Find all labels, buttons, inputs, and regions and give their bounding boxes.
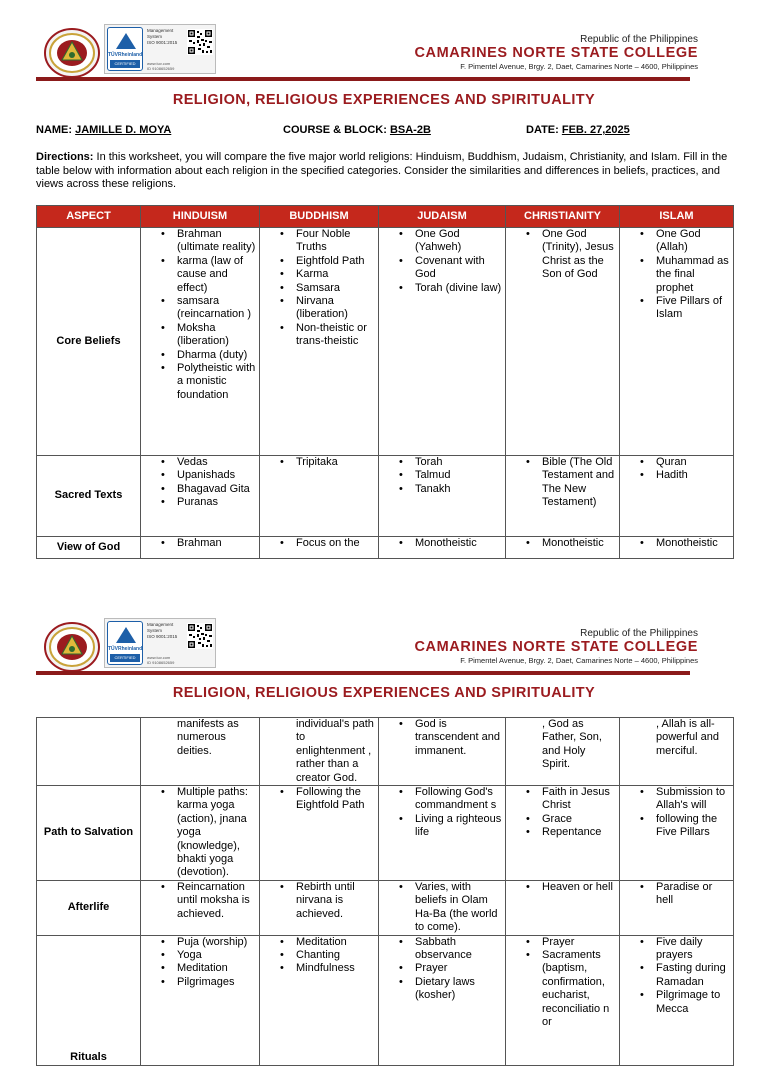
bullet-list	[506, 456, 616, 510]
list-item: • Prayer	[506, 936, 616, 949]
tuv-logo	[107, 27, 143, 71]
management-system-text	[147, 28, 187, 46]
list-item: • Bhagavad Gita	[141, 483, 256, 496]
list-item: • One God (Yahweh)	[379, 228, 502, 255]
college-address: F. Pimentel Avenue, Brgy. 2, Daet, Camarines Norte – 4600, Philippines	[460, 62, 698, 71]
cell-hinduism	[141, 718, 260, 786]
ms-line: System	[147, 628, 163, 633]
header-christianity: CHRISTIANITY	[506, 206, 620, 228]
cell-judaism	[379, 881, 506, 936]
cell-buddhism	[260, 881, 379, 936]
list-item: • Puranas	[141, 496, 256, 509]
ms-line: ISO 9001:2015	[147, 40, 178, 45]
cell-hinduism	[141, 228, 260, 456]
header-buddhism: BUDDHISM	[260, 206, 379, 228]
list-item: • Monotheistic	[506, 537, 616, 550]
bullet-list	[620, 936, 730, 1016]
list-item: • Five daily prayers	[620, 936, 730, 963]
list-item: • Brahman (ultimate reality)	[141, 228, 256, 255]
cell-text: individual's path to enlightenment , rather than a creator God.	[296, 718, 374, 784]
cell-christianity	[506, 456, 620, 537]
college-name: CAMARINES NORTE STATE COLLEGE	[414, 639, 698, 655]
list-item: • One God (Allah)	[620, 228, 730, 255]
tuv-brand: TÜVRheinland	[108, 52, 143, 58]
bullet-list	[379, 786, 502, 840]
bullet-list	[506, 936, 616, 1030]
tuv-certified: CERTIFIED	[110, 60, 140, 68]
list-item: • Samsara	[260, 282, 375, 295]
table-row	[37, 718, 734, 786]
bullet-list	[379, 537, 502, 550]
list-item: • Puja (worship)	[141, 936, 256, 949]
list-item: • Sabbath observance	[379, 936, 502, 963]
list-item: • Five Pillars of Islam	[620, 295, 730, 322]
bullet-list	[620, 537, 730, 550]
tuv-brand: TÜVRheinland	[108, 646, 143, 652]
bullet-list	[506, 786, 616, 840]
bullet-list	[506, 881, 616, 894]
cell-islam	[620, 537, 734, 559]
certification-badge	[104, 618, 216, 668]
aspect-rituals	[37, 935, 141, 1065]
list-item: • Covenant with God	[379, 255, 502, 282]
list-item: • Chanting	[260, 949, 375, 962]
bullet-list	[260, 936, 375, 976]
list-item: • Four Noble Truths	[260, 228, 375, 255]
management-system-text	[147, 622, 187, 640]
cell-islam	[620, 935, 734, 1065]
aspect-core-beliefs: Core Beliefs	[37, 228, 141, 456]
list-item: • Pilgrimage to Mecca	[620, 989, 730, 1016]
list-item: • Talmud	[379, 469, 502, 482]
table-row	[37, 786, 734, 881]
cell-hinduism	[141, 537, 260, 559]
cell-christianity	[506, 935, 620, 1065]
list-item: • Faith in Jesus Christ	[506, 786, 616, 813]
aspect-afterlife: Afterlife	[37, 881, 141, 936]
ms-line: System	[147, 34, 163, 39]
course-value: BSA-2B	[389, 124, 431, 136]
bullet-list	[379, 881, 502, 935]
bullet-list	[620, 786, 730, 840]
list-item: • Monotheistic	[620, 537, 730, 550]
cell-judaism	[379, 456, 506, 537]
bullet-list	[506, 228, 616, 282]
bullet-list	[141, 936, 256, 990]
cell-judaism	[379, 718, 506, 786]
list-item: • Torah (divine law)	[379, 282, 502, 295]
list-item: • Multiple paths: karma yoga (action), jnana yoga (knowledge), bhakti yoga (devotion).	[141, 786, 256, 880]
list-item: • Quran	[620, 456, 730, 469]
list-item: • Bible (The Old Testament and The New Testament)	[506, 456, 616, 510]
comparison-table	[36, 205, 734, 559]
college-name: CAMARINES NORTE STATE COLLEGE	[414, 45, 698, 61]
list-item: • Karma	[260, 268, 375, 281]
directions-label: Directions:	[36, 151, 94, 163]
republic-text: Republic of the Philippines	[580, 628, 698, 639]
bullet-list	[620, 456, 730, 483]
bullet-list	[379, 718, 502, 758]
list-item: • following the Five Pillars	[620, 813, 730, 840]
qr-code-icon	[187, 623, 213, 649]
cell-islam	[620, 718, 734, 786]
aspect-view-of-god: View of God	[37, 537, 141, 559]
aspect-sacred-texts: Sacred Texts	[37, 456, 141, 537]
bullet-list	[260, 786, 375, 813]
ms-line: ISO 9001:2015	[147, 634, 178, 639]
directions-text: In this worksheet, you will compare the five major world religions: Hinduism, Buddhism, Judaism, Christianity, and Islam. Fill in the table below with information about each religion in the specified categories. Consider the similarities and differences in beliefs, practices, and views across these religions.	[36, 151, 728, 190]
bullet-list	[260, 881, 375, 921]
cell-judaism	[379, 537, 506, 559]
web-line: www.tuv.com	[147, 655, 171, 660]
list-item: • Dharma (duty)	[141, 349, 256, 362]
bullet-list	[260, 456, 375, 469]
header-aspect: ASPECT	[37, 206, 141, 228]
list-item: • Tanakh	[379, 483, 502, 496]
certification-badge	[104, 24, 216, 74]
cell-buddhism	[260, 228, 379, 456]
cell-hinduism	[141, 456, 260, 537]
list-item: • Moksha (liberation)	[141, 322, 256, 349]
list-item: • Focus on the	[260, 537, 375, 550]
list-item: • Living a righteous life	[379, 813, 502, 840]
header-hinduism: HINDUISM	[141, 206, 260, 228]
cell-text: , God as Father, Son, and Holy Spirit.	[542, 718, 602, 771]
bullet-list	[260, 228, 375, 349]
republic-text: Republic of the Philippines	[580, 34, 698, 45]
list-item: • Nirvana (liberation)	[260, 295, 375, 322]
cell-islam	[620, 456, 734, 537]
cell-judaism	[379, 228, 506, 456]
bullet-list	[141, 228, 256, 402]
college-address: F. Pimentel Avenue, Brgy. 2, Daet, Camarines Norte – 4600, Philippines	[460, 656, 698, 665]
list-item: • Yoga	[141, 949, 256, 962]
date-value: FEB. 27,2025	[561, 124, 630, 136]
cell-christianity	[506, 786, 620, 881]
list-item: • Brahman	[141, 537, 256, 550]
cell-judaism	[379, 786, 506, 881]
letterhead	[36, 24, 698, 84]
name-value: JAMILLE D. MOYA	[75, 124, 172, 136]
header-judaism: JUDAISM	[379, 206, 506, 228]
table-row	[37, 228, 734, 456]
bullet-list	[620, 881, 730, 908]
list-item: • Mindfulness	[260, 962, 375, 975]
web-line: www.tuv.com	[147, 61, 171, 66]
cell-judaism	[379, 935, 506, 1065]
cell-christianity	[506, 537, 620, 559]
bullet-list	[141, 456, 256, 510]
list-item: • Muhammad as the final prophet	[620, 255, 730, 295]
bullet-list	[141, 881, 256, 921]
web-text	[147, 655, 207, 665]
bullet-list	[379, 936, 502, 1003]
cell-buddhism	[260, 537, 379, 559]
list-item: • Meditation	[260, 936, 375, 949]
header-divider	[36, 77, 690, 81]
list-item: • Heaven or hell	[506, 881, 616, 894]
document-title: RELIGION, RELIGIOUS EXPERIENCES AND SPIRITUALITY	[172, 92, 596, 108]
table-row	[37, 881, 734, 936]
tuv-logo	[107, 621, 143, 665]
web-line: ID 9108652659	[147, 66, 175, 71]
cell-buddhism	[260, 786, 379, 881]
name-field	[36, 124, 171, 136]
header-divider	[36, 671, 690, 675]
course-field	[283, 124, 431, 136]
list-item: • Paradise or hell	[620, 881, 730, 908]
list-item: • Eightfold Path	[260, 255, 375, 268]
cell-christianity	[506, 718, 620, 786]
list-item: • Following God's commandment s	[379, 786, 502, 813]
cell-islam	[620, 786, 734, 881]
list-item: • Polytheistic with a monistic foundation	[141, 362, 256, 402]
list-item: • Prayer	[379, 962, 502, 975]
bullet-list	[379, 228, 502, 295]
college-seal-icon	[44, 28, 100, 78]
cell-islam	[620, 881, 734, 936]
cell-christianity	[506, 881, 620, 936]
list-item: • Vedas	[141, 456, 256, 469]
name-label: NAME:	[36, 124, 73, 136]
course-label: COURSE & BLOCK:	[283, 124, 387, 136]
list-item: • samsara (reincarnation )	[141, 295, 256, 322]
list-item: • Meditation	[141, 962, 256, 975]
list-item: • Fasting during Ramadan	[620, 962, 730, 989]
web-text	[147, 61, 207, 71]
bullet-list	[379, 456, 502, 496]
bullet-list	[141, 537, 256, 550]
date-field	[526, 124, 630, 136]
list-item: • Rebirth until nirvana is achieved.	[260, 881, 375, 921]
table-row	[37, 456, 734, 537]
cell-text: , Allah is all-powerful and merciful.	[656, 718, 719, 757]
cell-buddhism	[260, 718, 379, 786]
letterhead	[36, 618, 698, 678]
list-item: • Torah	[379, 456, 502, 469]
list-item: • Pilgrimages	[141, 976, 256, 989]
directions	[36, 151, 736, 192]
list-item: • Monotheistic	[379, 537, 502, 550]
list-item: • Submission to Allah's will	[620, 786, 730, 813]
list-item: • Reincarnation until moksha is achieved.	[141, 881, 256, 921]
list-item: • Non-theistic or trans-theistic	[260, 322, 375, 349]
comparison-table-continued	[36, 717, 734, 1066]
list-item: • Upanishads	[141, 469, 256, 482]
date-label: DATE:	[526, 124, 559, 136]
header-islam: ISLAM	[620, 206, 734, 228]
aspect-path-to-salvation: Path to Salvation	[37, 786, 141, 881]
bullet-list	[506, 537, 616, 550]
list-item: • karma (law of cause and effect)	[141, 255, 256, 295]
ms-line: Management	[147, 622, 174, 627]
list-item: • Hadith	[620, 469, 730, 482]
cell-buddhism	[260, 456, 379, 537]
list-item: • Dietary laws (kosher)	[379, 976, 502, 1003]
cell-hinduism	[141, 786, 260, 881]
list-item: • Repentance	[506, 826, 616, 839]
cell-islam	[620, 228, 734, 456]
list-item: • Tripitaka	[260, 456, 375, 469]
list-item: • Following the Eightfold Path	[260, 786, 375, 813]
list-item: • Grace	[506, 813, 616, 826]
cell-christianity	[506, 228, 620, 456]
list-item: • Varies, with beliefs in Olam Ha-Ba (the world to come).	[379, 881, 502, 935]
cell-text: manifests as numerous deities.	[177, 718, 239, 757]
web-line: ID 9108652659	[147, 660, 175, 665]
bullet-list	[260, 537, 375, 550]
bullet-list	[141, 786, 256, 880]
bullet-list	[620, 228, 730, 322]
list-item: • God is transcendent and immanent.	[379, 718, 502, 758]
table-header-row	[37, 206, 734, 228]
ms-line: Management	[147, 28, 174, 33]
cell-hinduism	[141, 935, 260, 1065]
cell-hinduism	[141, 881, 260, 936]
aspect-rituals-label: Rituals	[70, 1051, 107, 1064]
table-row	[37, 537, 734, 559]
college-seal-icon	[44, 622, 100, 672]
qr-code-icon	[187, 29, 213, 55]
aspect-empty	[37, 718, 141, 786]
table-row	[37, 935, 734, 1065]
cell-buddhism	[260, 935, 379, 1065]
list-item: • Sacraments (baptism, confirmation, eucharist, reconciliatio n or	[506, 949, 616, 1029]
list-item: • One God (Trinity), Jesus Christ as the Son of God	[506, 228, 616, 282]
document-title: RELIGION, RELIGIOUS EXPERIENCES AND SPIRITUALITY	[172, 685, 596, 701]
tuv-certified: CERTIFIED	[110, 654, 140, 662]
